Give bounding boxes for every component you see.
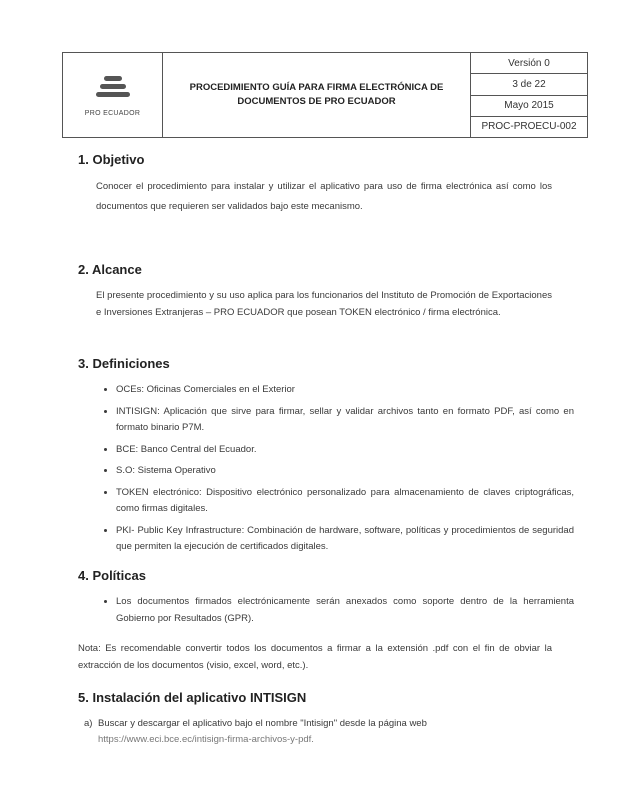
list-item: • Los documentos firmados electrónicamente serán anexados como soporte dentro de la herramienta Gobierno por Resultados (GPR). (116, 594, 574, 627)
list-item: • PKI- Public Key Infrastructure: Combinación de hardware, software, políticas y procedimientos de seguridad que permiten la ejecución de certificados digitales. (116, 523, 574, 556)
section-title-definiciones: 3. Definiciones (78, 356, 170, 371)
section-text-objetivo: Conocer el procedimiento para instalar y utilizar el aplicativo para uso de firma electrónica así como los documentos que requieren ser validados bajo este mecanismo. (96, 181, 552, 212)
list-item: • S.O: Sistema Operativo (116, 463, 574, 480)
logo-text: PRO ECUADOR (84, 109, 141, 117)
logo-cell (63, 53, 163, 137)
version-cell: Versión 0 (471, 53, 587, 74)
section-text-alcance: El presente procedimiento y su uso aplica para los funcionarios del Instituto de Promoción de Exportaciones e Inversiones Extranjeras – PRO ECUADOR que posean TOKEN electrónico / firma electrónica. (96, 290, 552, 318)
document-title: PROCEDIMIENTO GUÍA PARA FIRMA ELECTRÓNICA DE DOCUMENTOS DE PRO ECUADOR (163, 53, 471, 137)
policies-note: Nota: Es recomendable convertir todos los documentos a firmar a la extensión .pdf con el fin de obviar la extracción de los documentos (visio, excel, word, etc.). (78, 643, 552, 671)
download-url-link[interactable]: https://www.eci.bce.ec/intisign-firma-archivos-y-pdf. (98, 734, 314, 745)
document-meta (471, 53, 587, 137)
step-a (84, 716, 552, 748)
list-item: • INTISIGN: Aplicación que sirve para firmar, sellar y validar archivos tanto en formato PDF, así como en formato binario P7M. (116, 404, 574, 437)
step-letter: a) (84, 718, 93, 729)
section-title-politicas: 4. Políticas (78, 568, 146, 583)
page-number-cell: 3 de 22 (471, 74, 587, 95)
step-text: Buscar y descargar el aplicativo bajo el nombre "Intisign" desde la página web (98, 718, 427, 729)
list-item: • OCEs: Oficinas Comerciales en el Exterior (116, 382, 574, 399)
section-title-objetivo: 1. Objetivo (78, 152, 145, 167)
definitions-list (96, 382, 574, 561)
list-item: • BCE: Banco Central del Ecuador. (116, 442, 574, 459)
step-content (98, 716, 427, 748)
pro-ecuador-logo-icon (96, 74, 130, 104)
policies-list (96, 594, 574, 632)
code-cell: PROC-PROECU-002 (481, 121, 577, 133)
section-title-alcance: 2. Alcance (78, 262, 142, 277)
list-item: • TOKEN electrónico: Dispositivo electrónico personalizado para almacenamiento de claves criptográficas, como firmas digitales. (116, 485, 574, 518)
document-header (62, 52, 588, 138)
date-cell: Mayo 2015 (471, 96, 587, 117)
section-title-instalacion: 5. Instalación del aplicativo INTISIGN (78, 690, 307, 705)
